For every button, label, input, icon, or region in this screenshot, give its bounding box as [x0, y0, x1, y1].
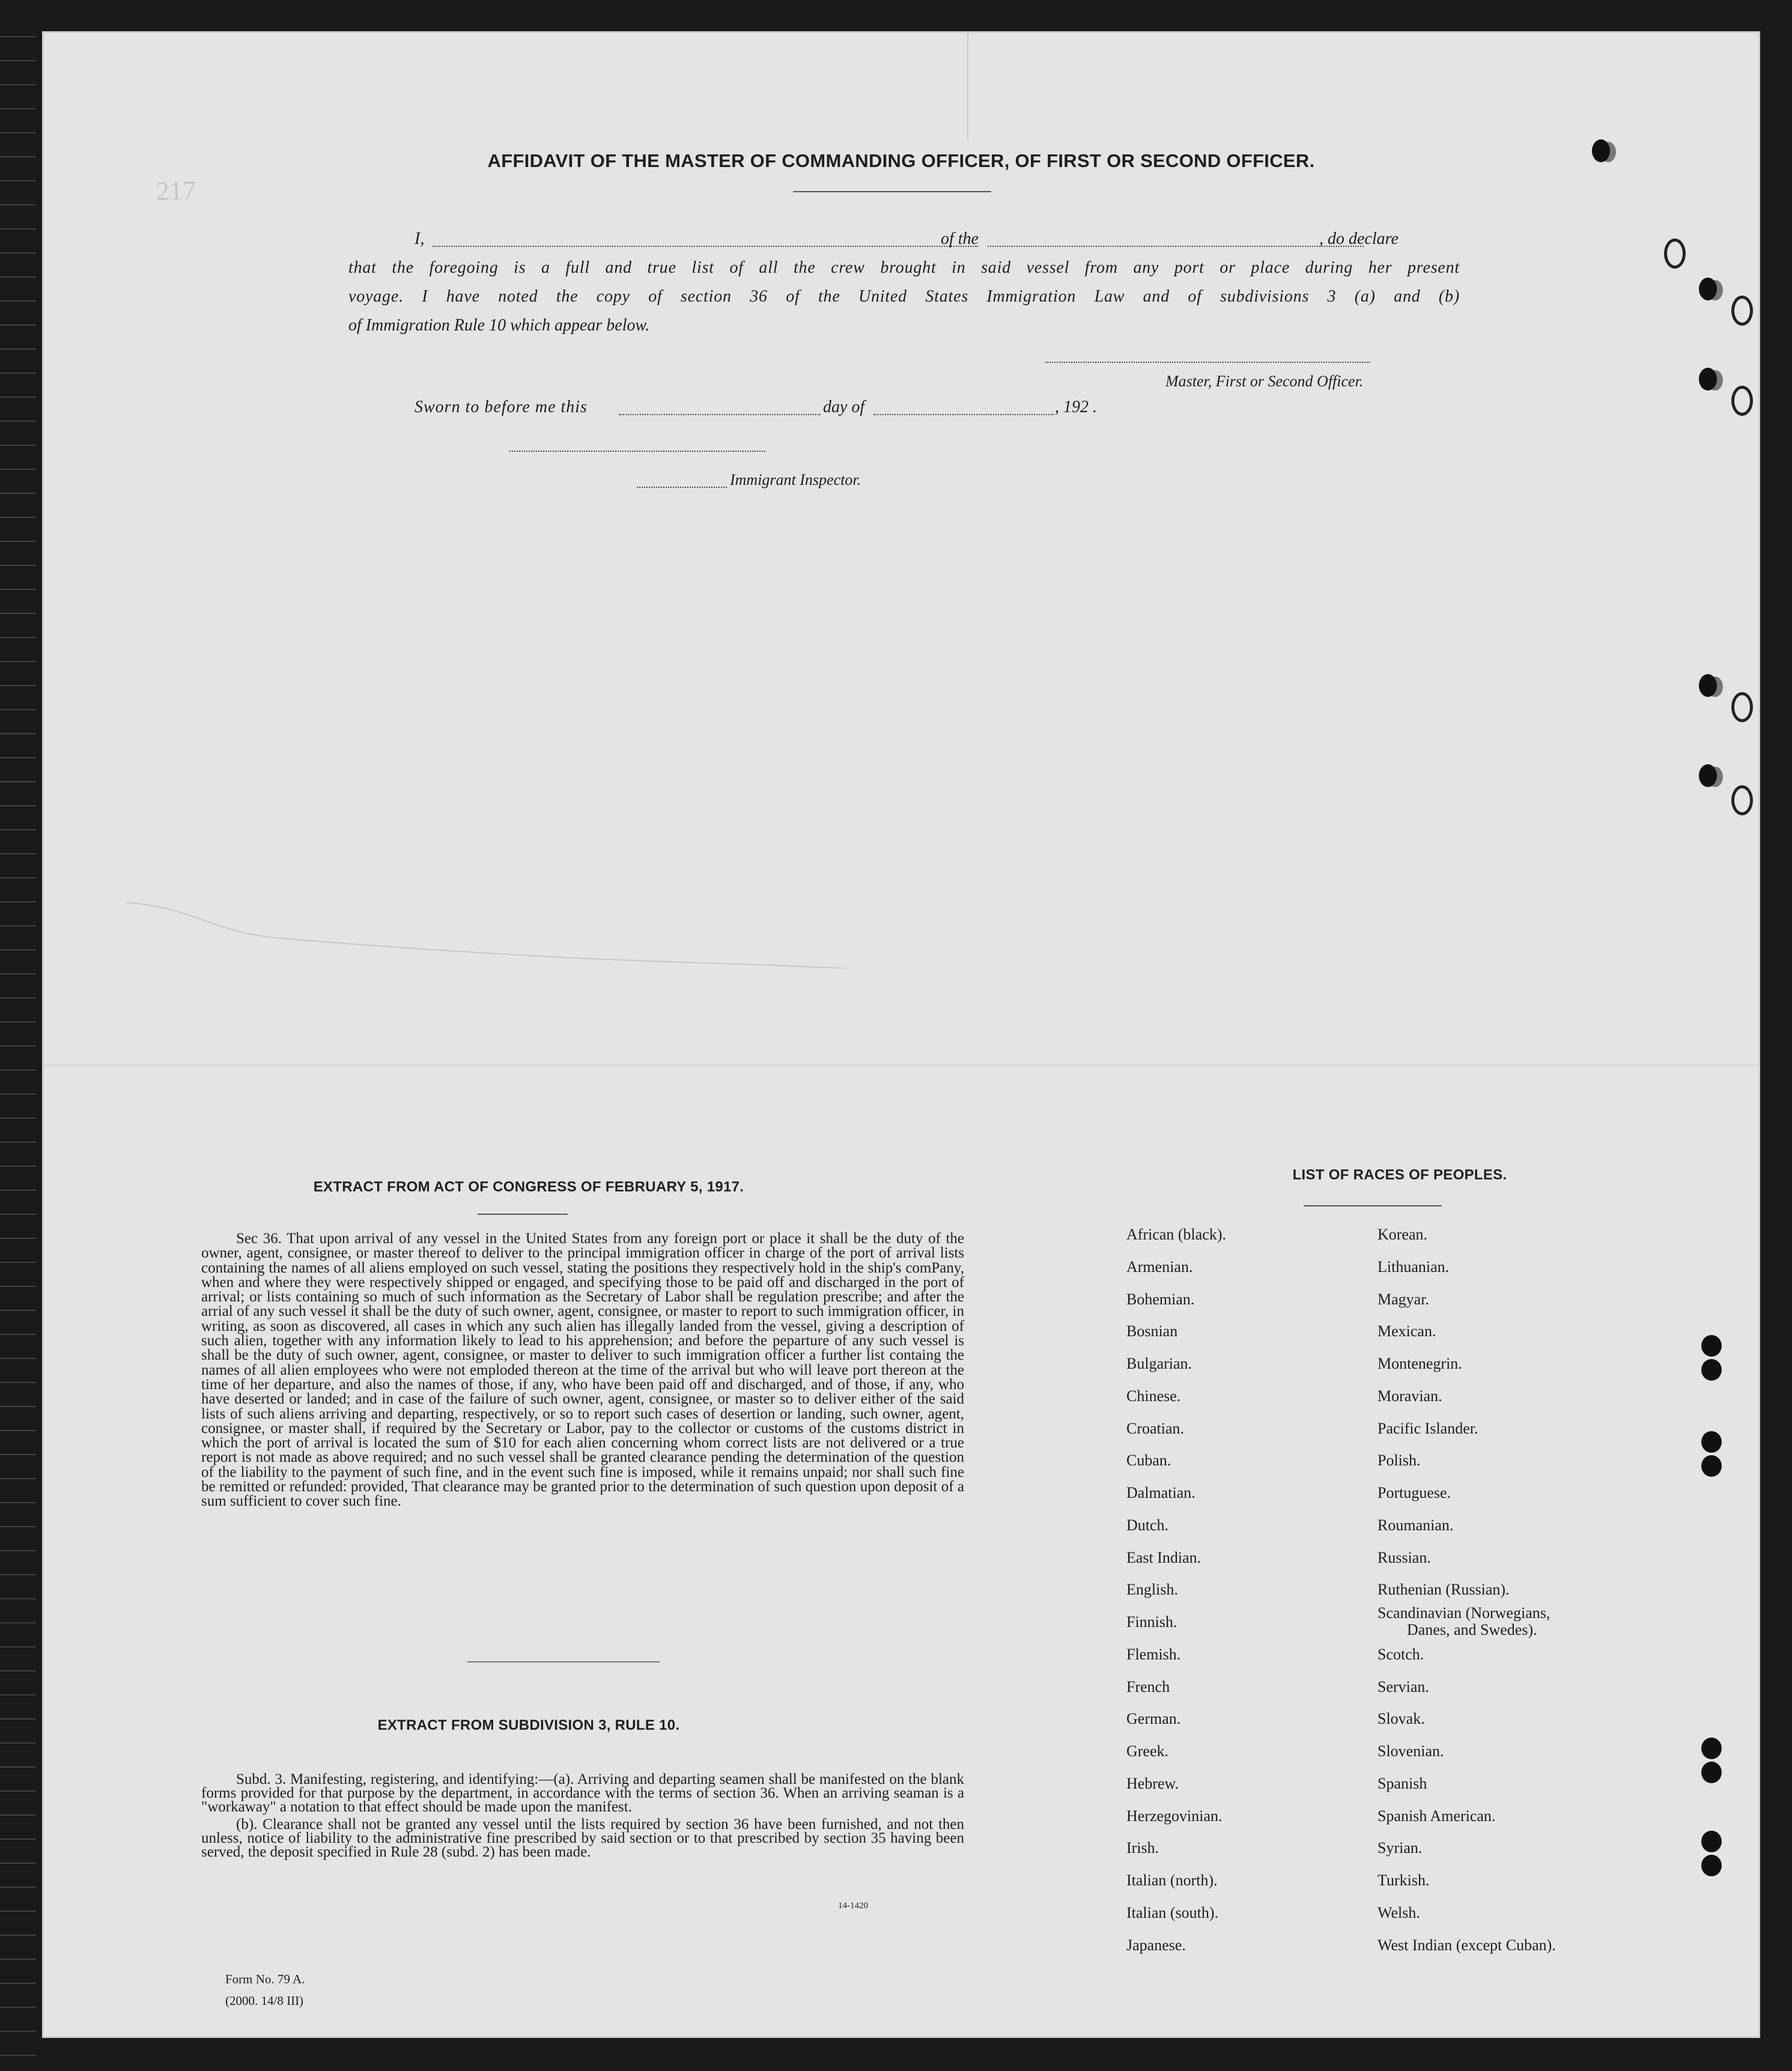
race-right-item: Welsh. [1377, 1904, 1420, 1921]
race-left-item: Bulgarian. [1126, 1355, 1192, 1372]
sworn-month-field[interactable] [873, 414, 1054, 415]
race-right-item: Slovak. [1377, 1710, 1425, 1727]
race-right-item: Korean. [1377, 1226, 1428, 1243]
race-right-item: Moravian. [1377, 1387, 1442, 1405]
race-right-item: Scotch. [1377, 1646, 1424, 1663]
race-left-item: German. [1126, 1710, 1181, 1727]
extract-rule-title: EXTRACT FROM SUBDIVISION 3, RULE 10. [377, 1717, 680, 1733]
punch-hole-mark [1699, 764, 1717, 787]
race-right-item: Ruthenian (Russian). [1377, 1581, 1510, 1598]
race-left-item: English. [1126, 1581, 1178, 1598]
race-right-item: Turkish. [1377, 1872, 1430, 1889]
race-left-item: Finnish. [1126, 1613, 1177, 1631]
binder-ring-mark [1664, 239, 1686, 269]
race-right-item: Roumanian. [1377, 1516, 1454, 1534]
binder-ring-mark [1731, 692, 1753, 722]
affidavit-line2: that the foregoing is a full and true list of all the crew brought in said vessel from any port or place during her present [348, 258, 1460, 277]
left-edge-strip [0, 36, 36, 2071]
affidavit-vessel-field[interactable] [988, 246, 1364, 247]
race-right-item: Spanish [1377, 1775, 1427, 1792]
master-signature-label: Master, First or Second Officer. [1165, 373, 1364, 390]
binder-ring-mark [1731, 386, 1753, 416]
races-title-rule [1304, 1205, 1442, 1206]
document-sheet [42, 31, 1760, 2038]
inspector-short-field[interactable] [637, 487, 727, 488]
race-right-item: Spanish American. [1377, 1807, 1496, 1825]
race-left-item: Cuban. [1126, 1452, 1171, 1469]
inspector-signature-field[interactable] [509, 451, 765, 452]
binder-ring-mark [1731, 296, 1753, 326]
race-right-item: Magyar. [1377, 1291, 1429, 1308]
race-left-item: Dalmatian. [1126, 1484, 1195, 1501]
race-right-item: Syrian. [1377, 1839, 1423, 1857]
affidavit-line4: of Immigration Rule 10 which appear below. [348, 316, 650, 335]
binder-ring-mark [1731, 785, 1753, 815]
master-signature-field[interactable] [1045, 362, 1370, 363]
form-edition: (2000. 14/8 III) [225, 1993, 304, 2008]
fold-line-vertical [967, 31, 968, 139]
sworn-day-of: day of [823, 398, 865, 416]
subdivision-a-paragraph: Subd. 3. Manifesting, registering, and identifying:—(a). Arriving and departing seamen shall be manifested on the blank forms provided for that purpose by the department, in accordance with the terms of section 36. When an arriving seaman is a "workaway" a notation to that effect should be made upon the manifest. [201, 1771, 964, 1815]
race-left-item: Armenian. [1126, 1258, 1193, 1276]
fold-line-horizontal [42, 1065, 1760, 1066]
race-right-item: Slovenian. [1377, 1742, 1444, 1760]
race-right-item: Pacific Islander. [1377, 1420, 1478, 1437]
race-left-item: Italian (north). [1126, 1872, 1218, 1889]
punch-hole-mark [1699, 278, 1717, 300]
punch-hole-mark [1699, 674, 1717, 697]
race-left-item: Irish. [1126, 1839, 1159, 1857]
race-left-item: Herzegovinian. [1126, 1807, 1223, 1825]
staple-hole-mark [1701, 1738, 1722, 1784]
race-right-item: Polish. [1377, 1452, 1421, 1469]
form-number: Form No. 79 A. [225, 1972, 305, 1986]
race-left-item: Bosnian [1126, 1322, 1178, 1340]
race-right-item: Scandinavian (Norwegians, [1377, 1604, 1551, 1622]
margin-handwritten-number: 217 [156, 175, 196, 207]
sworn-prefix: Sworn to before me this [415, 398, 588, 416]
sworn-year: , 192 . [1055, 398, 1097, 416]
race-left-item: East Indian. [1126, 1549, 1201, 1566]
sworn-day-field[interactable] [619, 414, 821, 415]
affidavit-title: AFFIDAVIT OF THE MASTER OF COMMANDING OFFICER, OF FIRST OR SECOND OFFICER. [487, 150, 1315, 171]
extract-rule-body [201, 1772, 964, 1859]
print-code: 14-1420 [838, 1901, 868, 1911]
extract-act-end-rule [467, 1661, 660, 1662]
race-left-item: Croatian. [1126, 1420, 1185, 1437]
race-left-item: Greek. [1126, 1742, 1169, 1760]
inspector-label: Immigrant Inspector. [730, 471, 861, 488]
race-right-item: West Indian (except Cuban). [1377, 1936, 1556, 1954]
affidavit-title-rule [793, 191, 991, 192]
race-left-item: Chinese. [1126, 1387, 1181, 1405]
section-36-paragraph: Sec 36. That upon arrival of any vessel in the United States from any foreign port or place it shall be the duty of the owner, agent, consignee, or master thereof to deliver to the principal immigration officer in charge of the port of arrival lists containing the names of all aliens employed on such vessel, stating the positions they respectively hold in the ship's comPany, when and where they were respectively shipped or engaged, and specifying those to be paid off and discharged in the port of arrival; or lists containing so much of such information as the Secretary of Labor shall be regulation prescribe; and after the arrial of any such vessel it shall be the duty of such owner, agent, consignee, or master to report to such immigration officer, in writing, as soon as discovered, all cases in which any such alien has illegally landed from the vessel, giving a description of such alien, together with any information likely to lead to his apprehension; and before the peparture of any such vessel is shall be the duty of such owner, agent, consignee, or master to deliver to such immigration officer a further list containg the names of all alien employees who were not emploded thereon at the time of the arrival but who will leave port thereon at the time of her departure, and also the names of those, if any, who have been paid off and discharged, and of those, if any, who have deserted or landed; and in case of the failure of such owner, agent, consignee, or master so to deliver either of the said lists of such aliens arriving and departing, respectively, or so to report such cases of desertion or landing, such owner, agent, consignee, or master shall, if required by the Secretary or Labor, pay to the collector or customs of the customs district in which the port of arrival is located the sum of $10 for each alien concerning whom correct lists are not delivered or a true report is not made as above required; and no such vessel shall be granted clearance pending the determination of the question of the liability to the payment of such fine, and in the event such fine is imposed, while it remains unpaid; nor shall such fine be remitted or refunded: provided, That clearance may be granted prior to the determination of such question upon deposit of a sum sufficient to cover such fine. [201, 1230, 964, 1510]
subdivision-b-paragraph: (b). Clearance shall not be granted any vessel until the lists required by section 36 have been furnished, and not then unless, notice of liability to the administrative fine prescribed by said section or to that prescribed by section 35 having been served, the deposit specified in Rule 28 (subd. 2) has been made. [201, 1816, 964, 1860]
affidavit-line3: voyage. I have noted the copy of section 36 of the United States Immigration Law and of subdivisions 3 (a) and (b) [348, 287, 1460, 306]
race-left-item: Italian (south). [1126, 1904, 1219, 1921]
race-left-item: Japanese. [1126, 1936, 1186, 1954]
paper-crease-mark [126, 896, 847, 969]
affidavit-line1-do-declare: , do declare [1319, 230, 1399, 248]
race-right-item-continuation: Danes, and Swedes). [1407, 1621, 1537, 1638]
race-right-item: Montenegrin. [1377, 1355, 1462, 1372]
race-left-item: Bohemian. [1126, 1291, 1195, 1308]
staple-hole-mark [1701, 1335, 1722, 1382]
race-right-item: Lithuanian. [1377, 1258, 1450, 1276]
affidavit-line1-of-the: of the [941, 230, 979, 248]
punch-hole-mark [1592, 139, 1610, 162]
race-right-item: Servian. [1377, 1678, 1429, 1695]
race-left-item: African (black). [1126, 1226, 1227, 1243]
race-left-item: Dutch. [1126, 1516, 1169, 1534]
race-left-item: French [1126, 1678, 1170, 1695]
races-title: LIST OF RACES OF PEOPLES. [1292, 1167, 1507, 1183]
extract-act-title: EXTRACT FROM ACT OF CONGRESS OF FEBRUARY 5, 1917. [313, 1179, 744, 1195]
race-right-item: Mexican. [1377, 1322, 1436, 1340]
affidavit-line1-i: I, [415, 230, 425, 248]
race-left-item: Hebrew. [1126, 1775, 1179, 1792]
affidavit-name-field[interactable] [433, 246, 978, 247]
punch-hole-mark [1699, 368, 1717, 391]
staple-hole-mark [1701, 1831, 1722, 1878]
race-left-item: Flemish. [1126, 1646, 1181, 1663]
staple-hole-mark [1701, 1431, 1722, 1478]
extract-act-title-rule [478, 1214, 568, 1215]
race-right-item: Portuguese. [1377, 1484, 1451, 1501]
race-right-item: Russian. [1377, 1549, 1431, 1566]
extract-act-body [201, 1232, 964, 1509]
